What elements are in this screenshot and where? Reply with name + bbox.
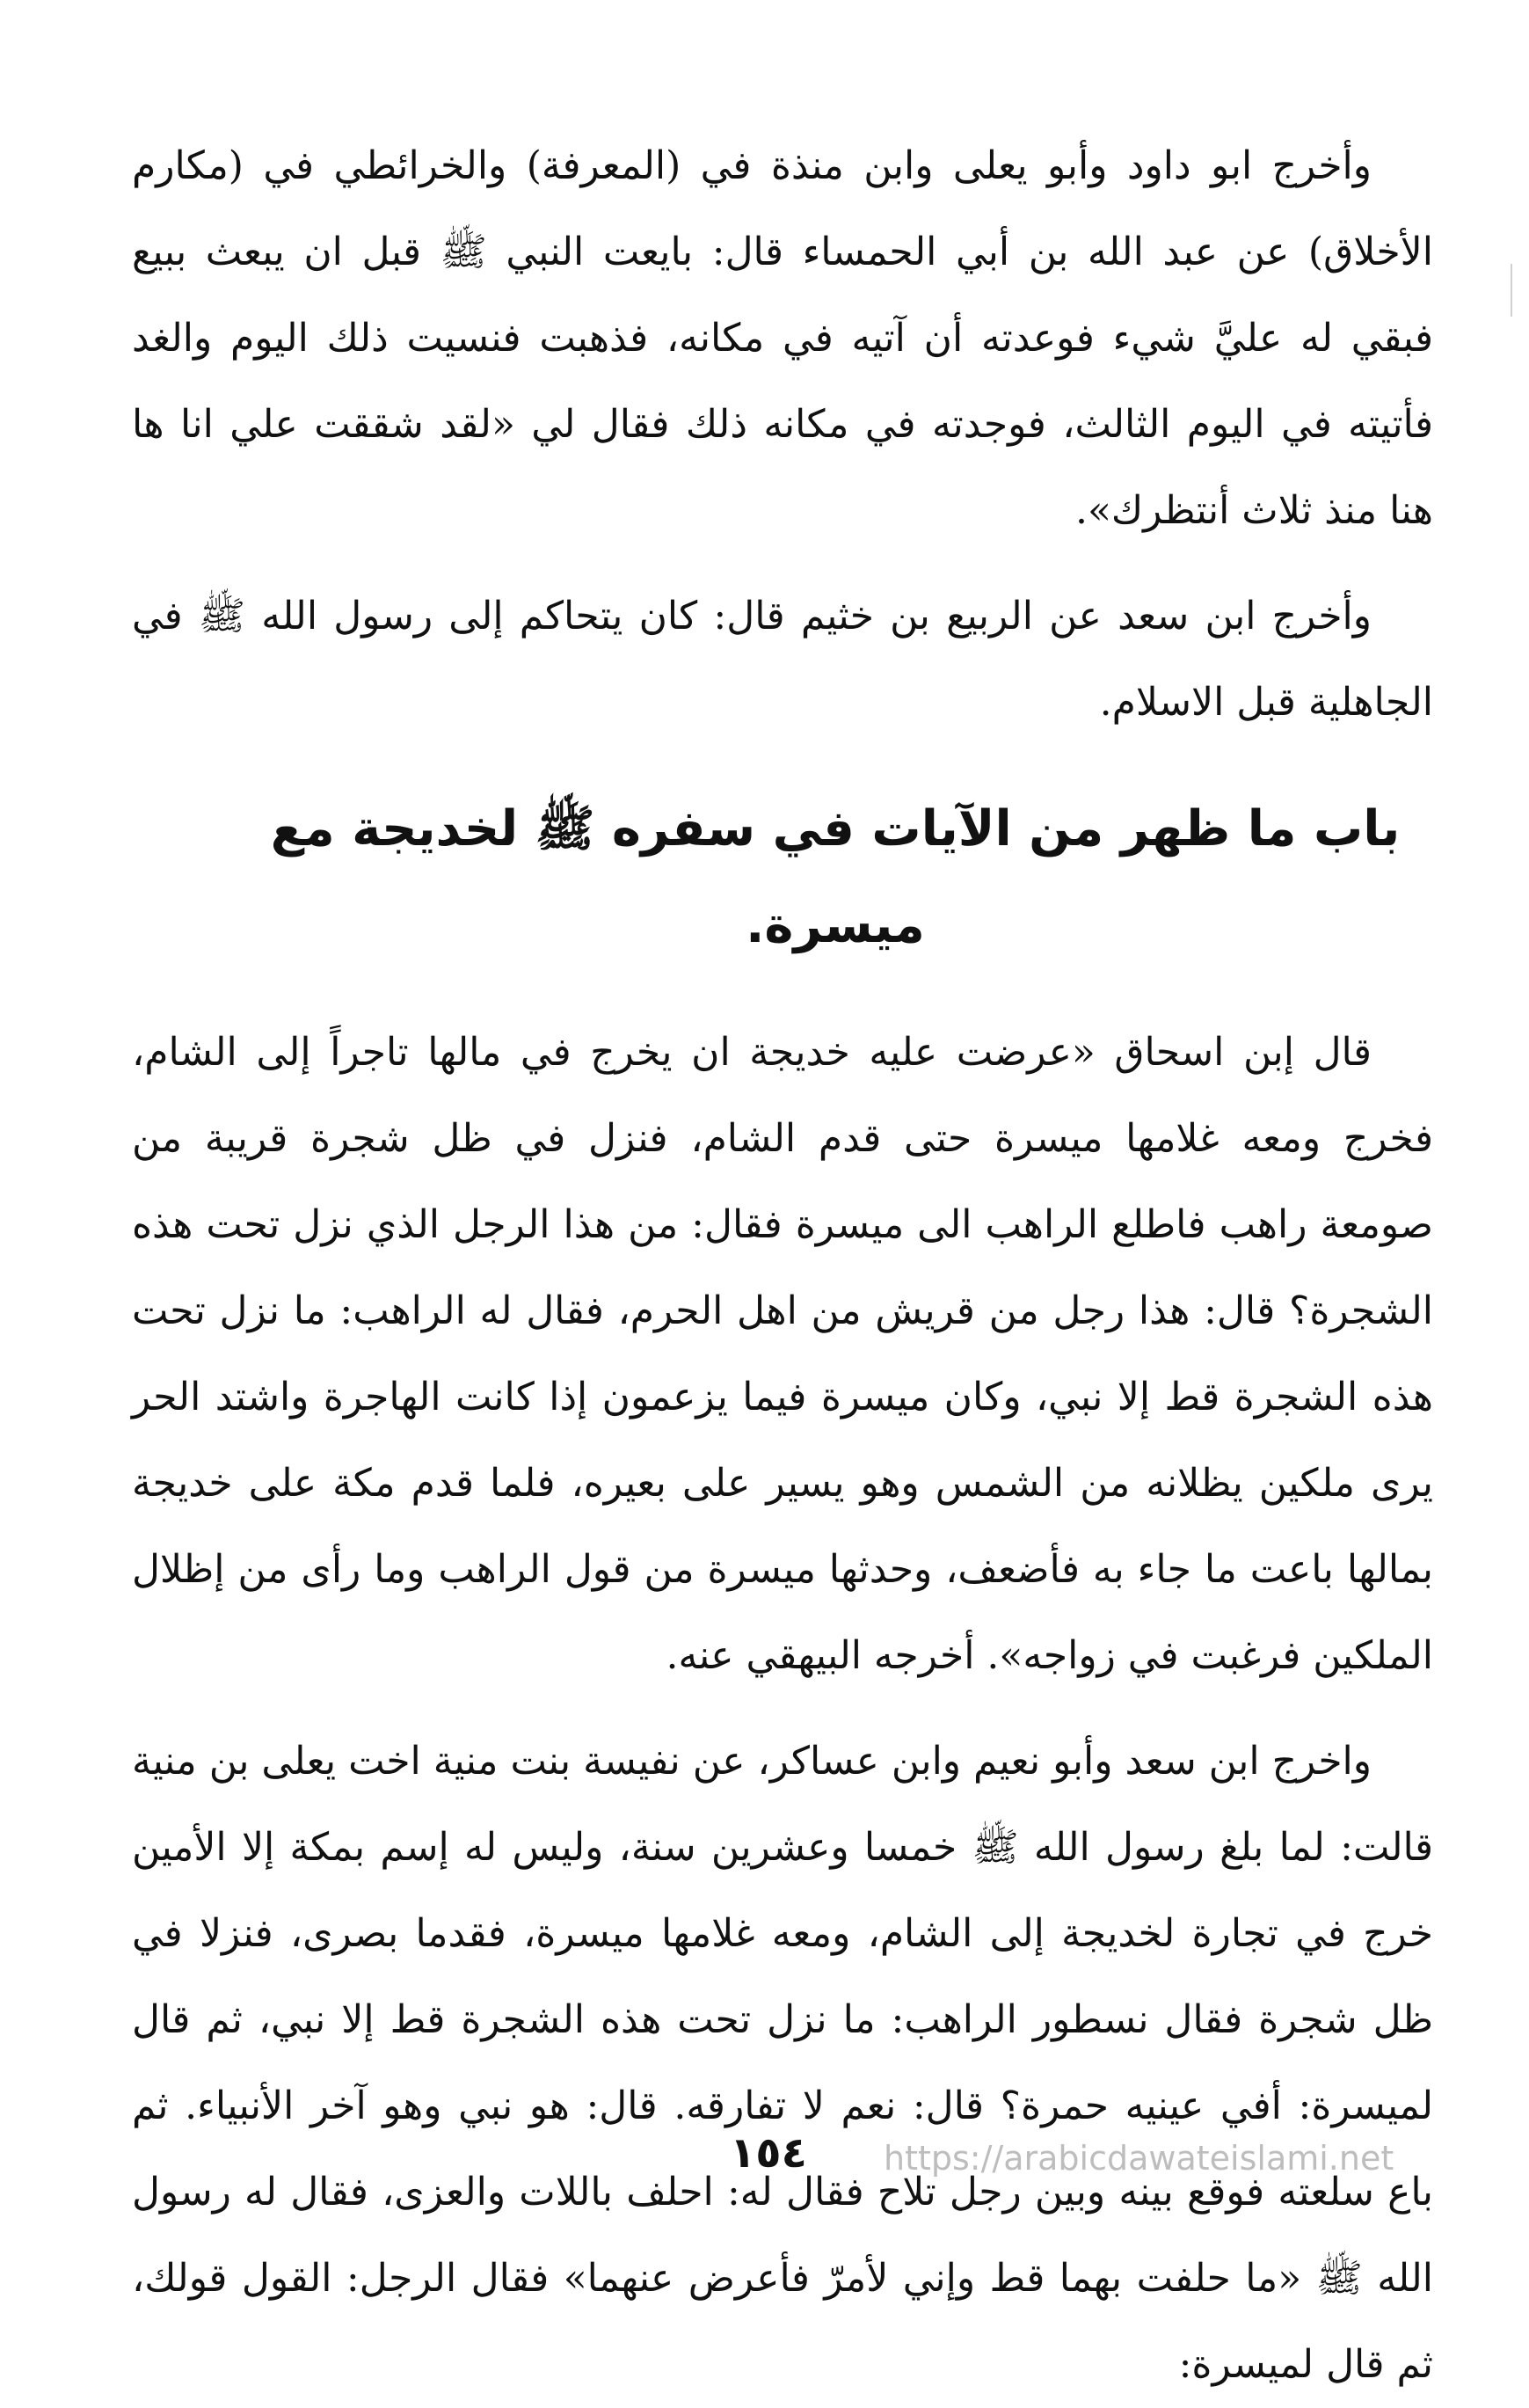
scan-edge-mark [1511, 264, 1512, 317]
page-number: ١٥٤ [730, 2128, 807, 2178]
page-body [132, 123, 1433, 2408]
watermark-url: https://arabicdawateislami.net [884, 2139, 1394, 2178]
paragraph-nafisa: واخرج ابن سعد وأبو نعيم وابن عساكر، عن نفيسة بنت منية اخت يعلى بن منية قالت: لما بلغ رسول الله ﷺ خمسا وعشرين سنة، وليس له إسم بمكة إلا الأمين خرج في تجارة لخديجة إلى الشام، ومعه غلامها ميسرة، فقدما بصرى، فنزلا في ظل شجرة فقال نسطور الراهب: ما نزل تحت هذه الشجرة قط إلا نبي، ثم قال لميسرة: أفي عينيه حمرة؟ قال: نعم لا تفارقه. قال: هو نبي وهو آخر الأنبياء. ثم باع سلعته فوقع بينه وبين رجل تلاح فقال له: احلف باللات والعزى، فقال له رسول الله ﷺ «ما حلفت بهما قط وإني لأمرّ فأعرض عنهما» فقال الرجل: القول قولك، ثم قال لميسرة: [132, 1739, 1433, 2387]
page-footer [0, 2128, 1529, 2207]
paragraph-ibn-ishaq: قال إبن اسحاق «عرضت عليه خديجة ان يخرج في مالها تاجراً إلى الشام، فخرج ومعه غلامها ميسرة حتى قدم الشام، فنزل في ظل شجرة قريبة من صومعة راهب فاطلع الراهب الى ميسرة فقال: من هذا الرجل الذي نزل تحت هذه الشجرة؟ قال: هذا رجل من قريش من اهل الحرم، فقال له الراهب: ما نزل تحت هذه الشجرة قط إلا نبي، وكان ميسرة فيما يزعمون إذا كانت الهاجرة واشتد الحر يرى ملكين يظلانه من الشمس وهو يسير على بعيره، فلما قدم مكة على خديجة بمالها باعت ما جاء به فأضعف، وحدثها ميسرة من قول الراهب وما رأى من إظلال الملكين فرغبت في زواجه». أخرجه البيهقي عنه. [132, 1030, 1434, 1678]
paragraph-ibn-saad: وأخرج ابن سعد عن الربيع بن خثيم قال: كان يتحاكم إلى رسول الله ﷺ في الجاهلية قبل الاسلام. [132, 594, 1433, 725]
paragraph-abu-dawud: وأخرج ابو داود وأبو يعلى وابن منذة في (المعرفة) والخرائطي في (مكارم الأخلاق) عن عبد الله بن أبي الحمساء قال: بايعت النبي ﷺ قبل ان يبعث ببيع فبقي له عليَّ شيء فوعدته أن آتيه في مكانه، فذهبت فنسيت ذلك اليوم والغد فأتيته في اليوم الثالث، فوجدته في مكانه ذلك فقال لي «لقد شققت علي انا ها هنا منذ ثلاث أنتظرك». [132, 143, 1433, 533]
chapter-heading: باب ما ظهر من الآيات في سفره ﷺ لخديجة مع ميسرة. [270, 800, 1401, 954]
